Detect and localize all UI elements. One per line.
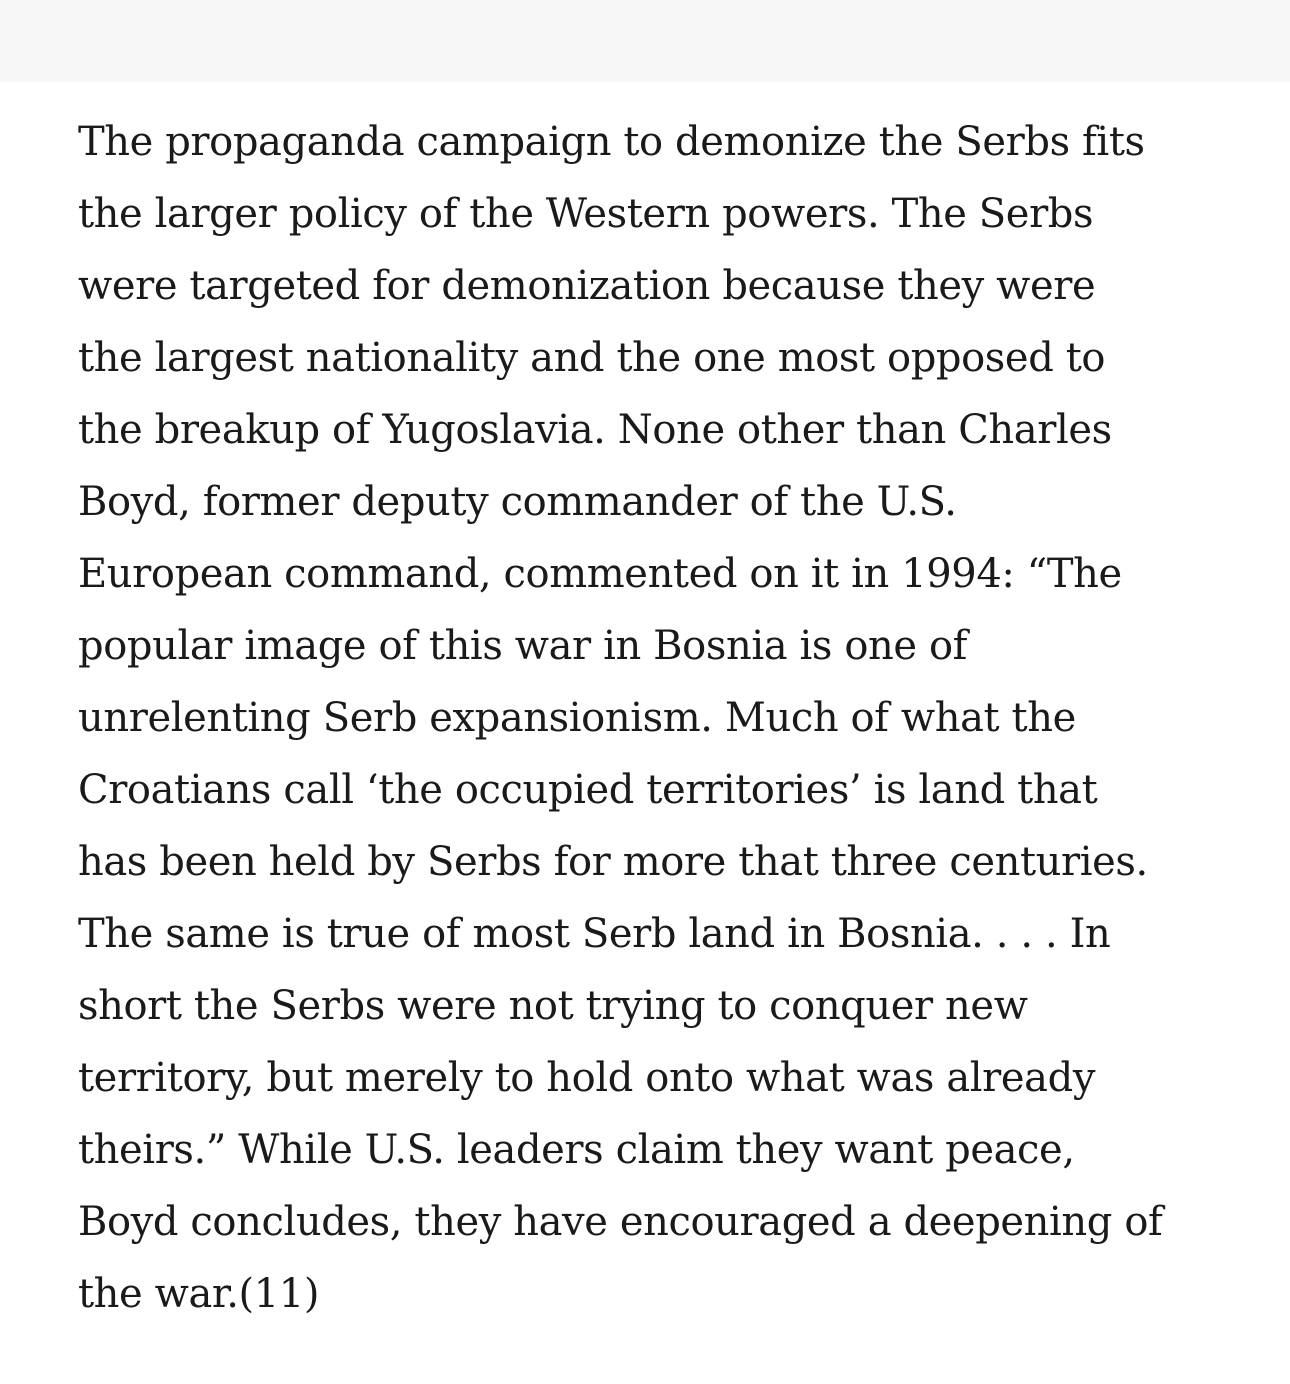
page [0, 82, 1290, 1384]
text-line: The same is true of most Serb land in Bosnia. . . . In [78, 911, 1111, 957]
text-line: the war.(11) [78, 1271, 320, 1317]
text-line: were targeted for demonization because they were [78, 263, 1096, 309]
text-line: the larger policy of the Western powers. The Serbs [78, 191, 1094, 237]
text-line: Croatians call ‘the occupied territories’ is land that [78, 767, 1098, 813]
text-line: Boyd concludes, they have encouraged a deepening of [78, 1199, 1163, 1245]
body-paragraph [78, 106, 1268, 1330]
top-bar [0, 0, 1290, 82]
text-line: popular image of this war in Bosnia is one of [78, 623, 968, 669]
text-line: Boyd, former deputy commander of the U.S. [78, 479, 957, 525]
text-line: the largest nationality and the one most opposed to [78, 335, 1106, 381]
text-line: territory, but merely to hold onto what was already [78, 1055, 1096, 1101]
text-line: unrelenting Serb expansionism. Much of what the [78, 695, 1076, 741]
text-line: theirs.” While U.S. leaders claim they want peace, [78, 1127, 1075, 1173]
text-line: The propaganda campaign to demonize the Serbs fits [78, 119, 1145, 165]
text-line: the breakup of Yugoslavia. None other than Charles [78, 407, 1112, 453]
text-line: has been held by Serbs for more that three centuries. [78, 839, 1148, 885]
text-line: European command, commented on it in 1994: “The [78, 551, 1122, 597]
text-line: short the Serbs were not trying to conquer new [78, 983, 1028, 1029]
